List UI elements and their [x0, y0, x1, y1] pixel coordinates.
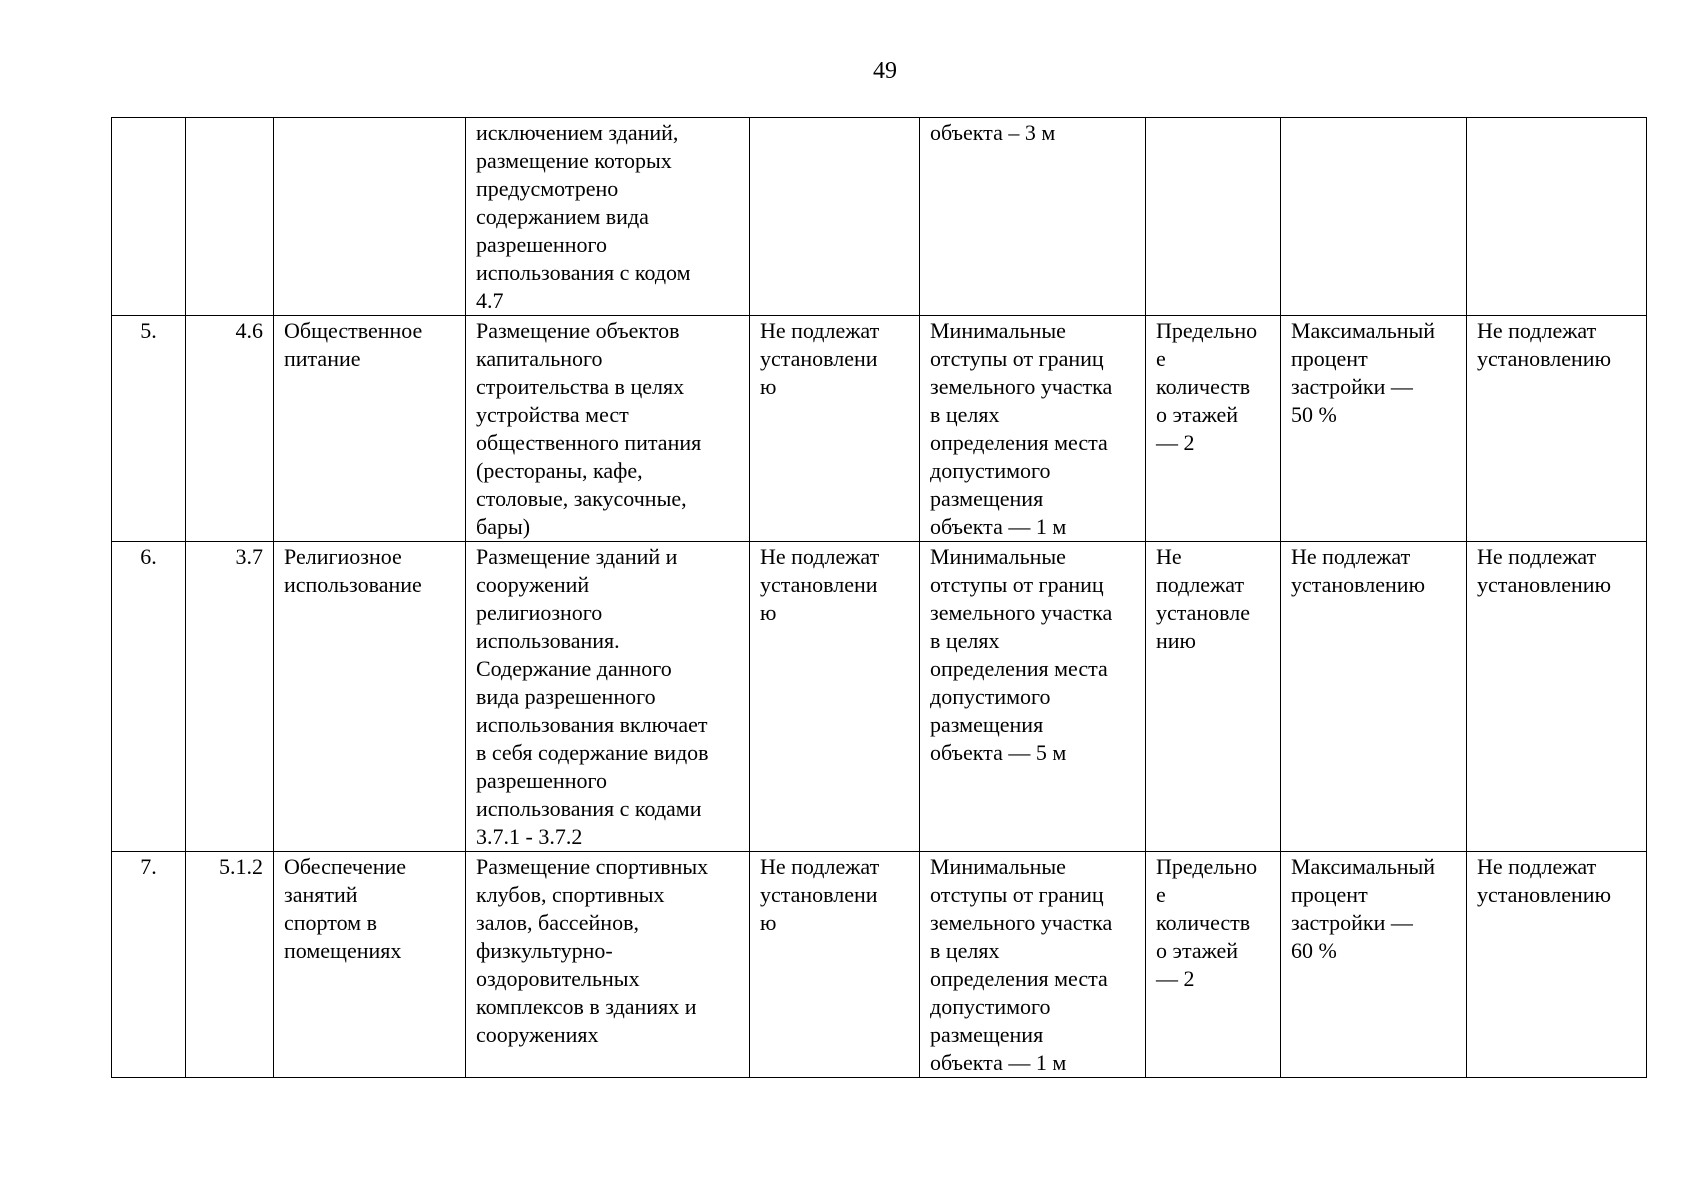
- table-row: [112, 316, 1647, 542]
- floors-cell: Не подлежат установле нию: [1146, 542, 1281, 852]
- code-cell: [186, 118, 274, 316]
- description-cell: Размещение объектов капитального строительства в целях устройства мест общественного питания (рестораны, кафе, столовые, закусочные, бары): [466, 316, 750, 542]
- page-number: 49: [873, 58, 897, 84]
- code-cell: 5.1.2: [186, 852, 274, 1078]
- other-cell: Не подлежат установлению: [1467, 852, 1647, 1078]
- code-cell: 4.6: [186, 316, 274, 542]
- row-number-cell: 5.: [112, 316, 186, 542]
- floors-cell: [1146, 118, 1281, 316]
- min-area-cell: Не подлежат установлени ю: [750, 542, 920, 852]
- row-number-cell: 7.: [112, 852, 186, 1078]
- regulations-table: [111, 117, 1647, 1078]
- use-name-cell: [274, 118, 466, 316]
- coverage-cell: Не подлежат установлению: [1281, 542, 1467, 852]
- min-area-cell: [750, 118, 920, 316]
- setbacks-cell: объекта – 3 м: [920, 118, 1146, 316]
- use-name-cell: Общественное питание: [274, 316, 466, 542]
- setbacks-cell: Минимальные отступы от границ земельного участка в целях определения места допустимого размещения объекта — 5 м: [920, 542, 1146, 852]
- coverage-cell: [1281, 118, 1467, 316]
- coverage-cell: Максимальный процент застройки — 50 %: [1281, 316, 1467, 542]
- row-number-cell: 6.: [112, 542, 186, 852]
- use-name-cell: Обеспечение занятий спортом в помещениях: [274, 852, 466, 1078]
- code-cell: 3.7: [186, 542, 274, 852]
- table-row: [112, 118, 1647, 316]
- min-area-cell: Не подлежат установлени ю: [750, 316, 920, 542]
- description-cell: Размещение спортивных клубов, спортивных залов, бассейнов, физкультурно- оздоровительных комплексов в зданиях и сооружениях: [466, 852, 750, 1078]
- row-number-cell: [112, 118, 186, 316]
- description-cell: Размещение зданий и сооружений религиозного использования. Содержание данного вида разрешенного использования включает в себя содержание видов разрешенного использования с кодами 3.7.1 - 3.7.2: [466, 542, 750, 852]
- table-row: [112, 542, 1647, 852]
- table-row: [112, 852, 1647, 1078]
- floors-cell: Предельно е количеств о этажей — 2: [1146, 852, 1281, 1078]
- other-cell: [1467, 118, 1647, 316]
- setbacks-cell: Минимальные отступы от границ земельного участка в целях определения места допустимого размещения объекта — 1 м: [920, 316, 1146, 542]
- other-cell: Не подлежат установлению: [1467, 542, 1647, 852]
- coverage-cell: Максимальный процент застройки — 60 %: [1281, 852, 1467, 1078]
- floors-cell: Предельно е количеств о этажей — 2: [1146, 316, 1281, 542]
- min-area-cell: Не подлежат установлени ю: [750, 852, 920, 1078]
- description-cell: исключением зданий, размещение которых предусмотрено содержанием вида разрешенного использования с кодом 4.7: [466, 118, 750, 316]
- use-name-cell: Религиозное использование: [274, 542, 466, 852]
- setbacks-cell: Минимальные отступы от границ земельного участка в целях определения места допустимого размещения объекта — 1 м: [920, 852, 1146, 1078]
- other-cell: Не подлежат установлению: [1467, 316, 1647, 542]
